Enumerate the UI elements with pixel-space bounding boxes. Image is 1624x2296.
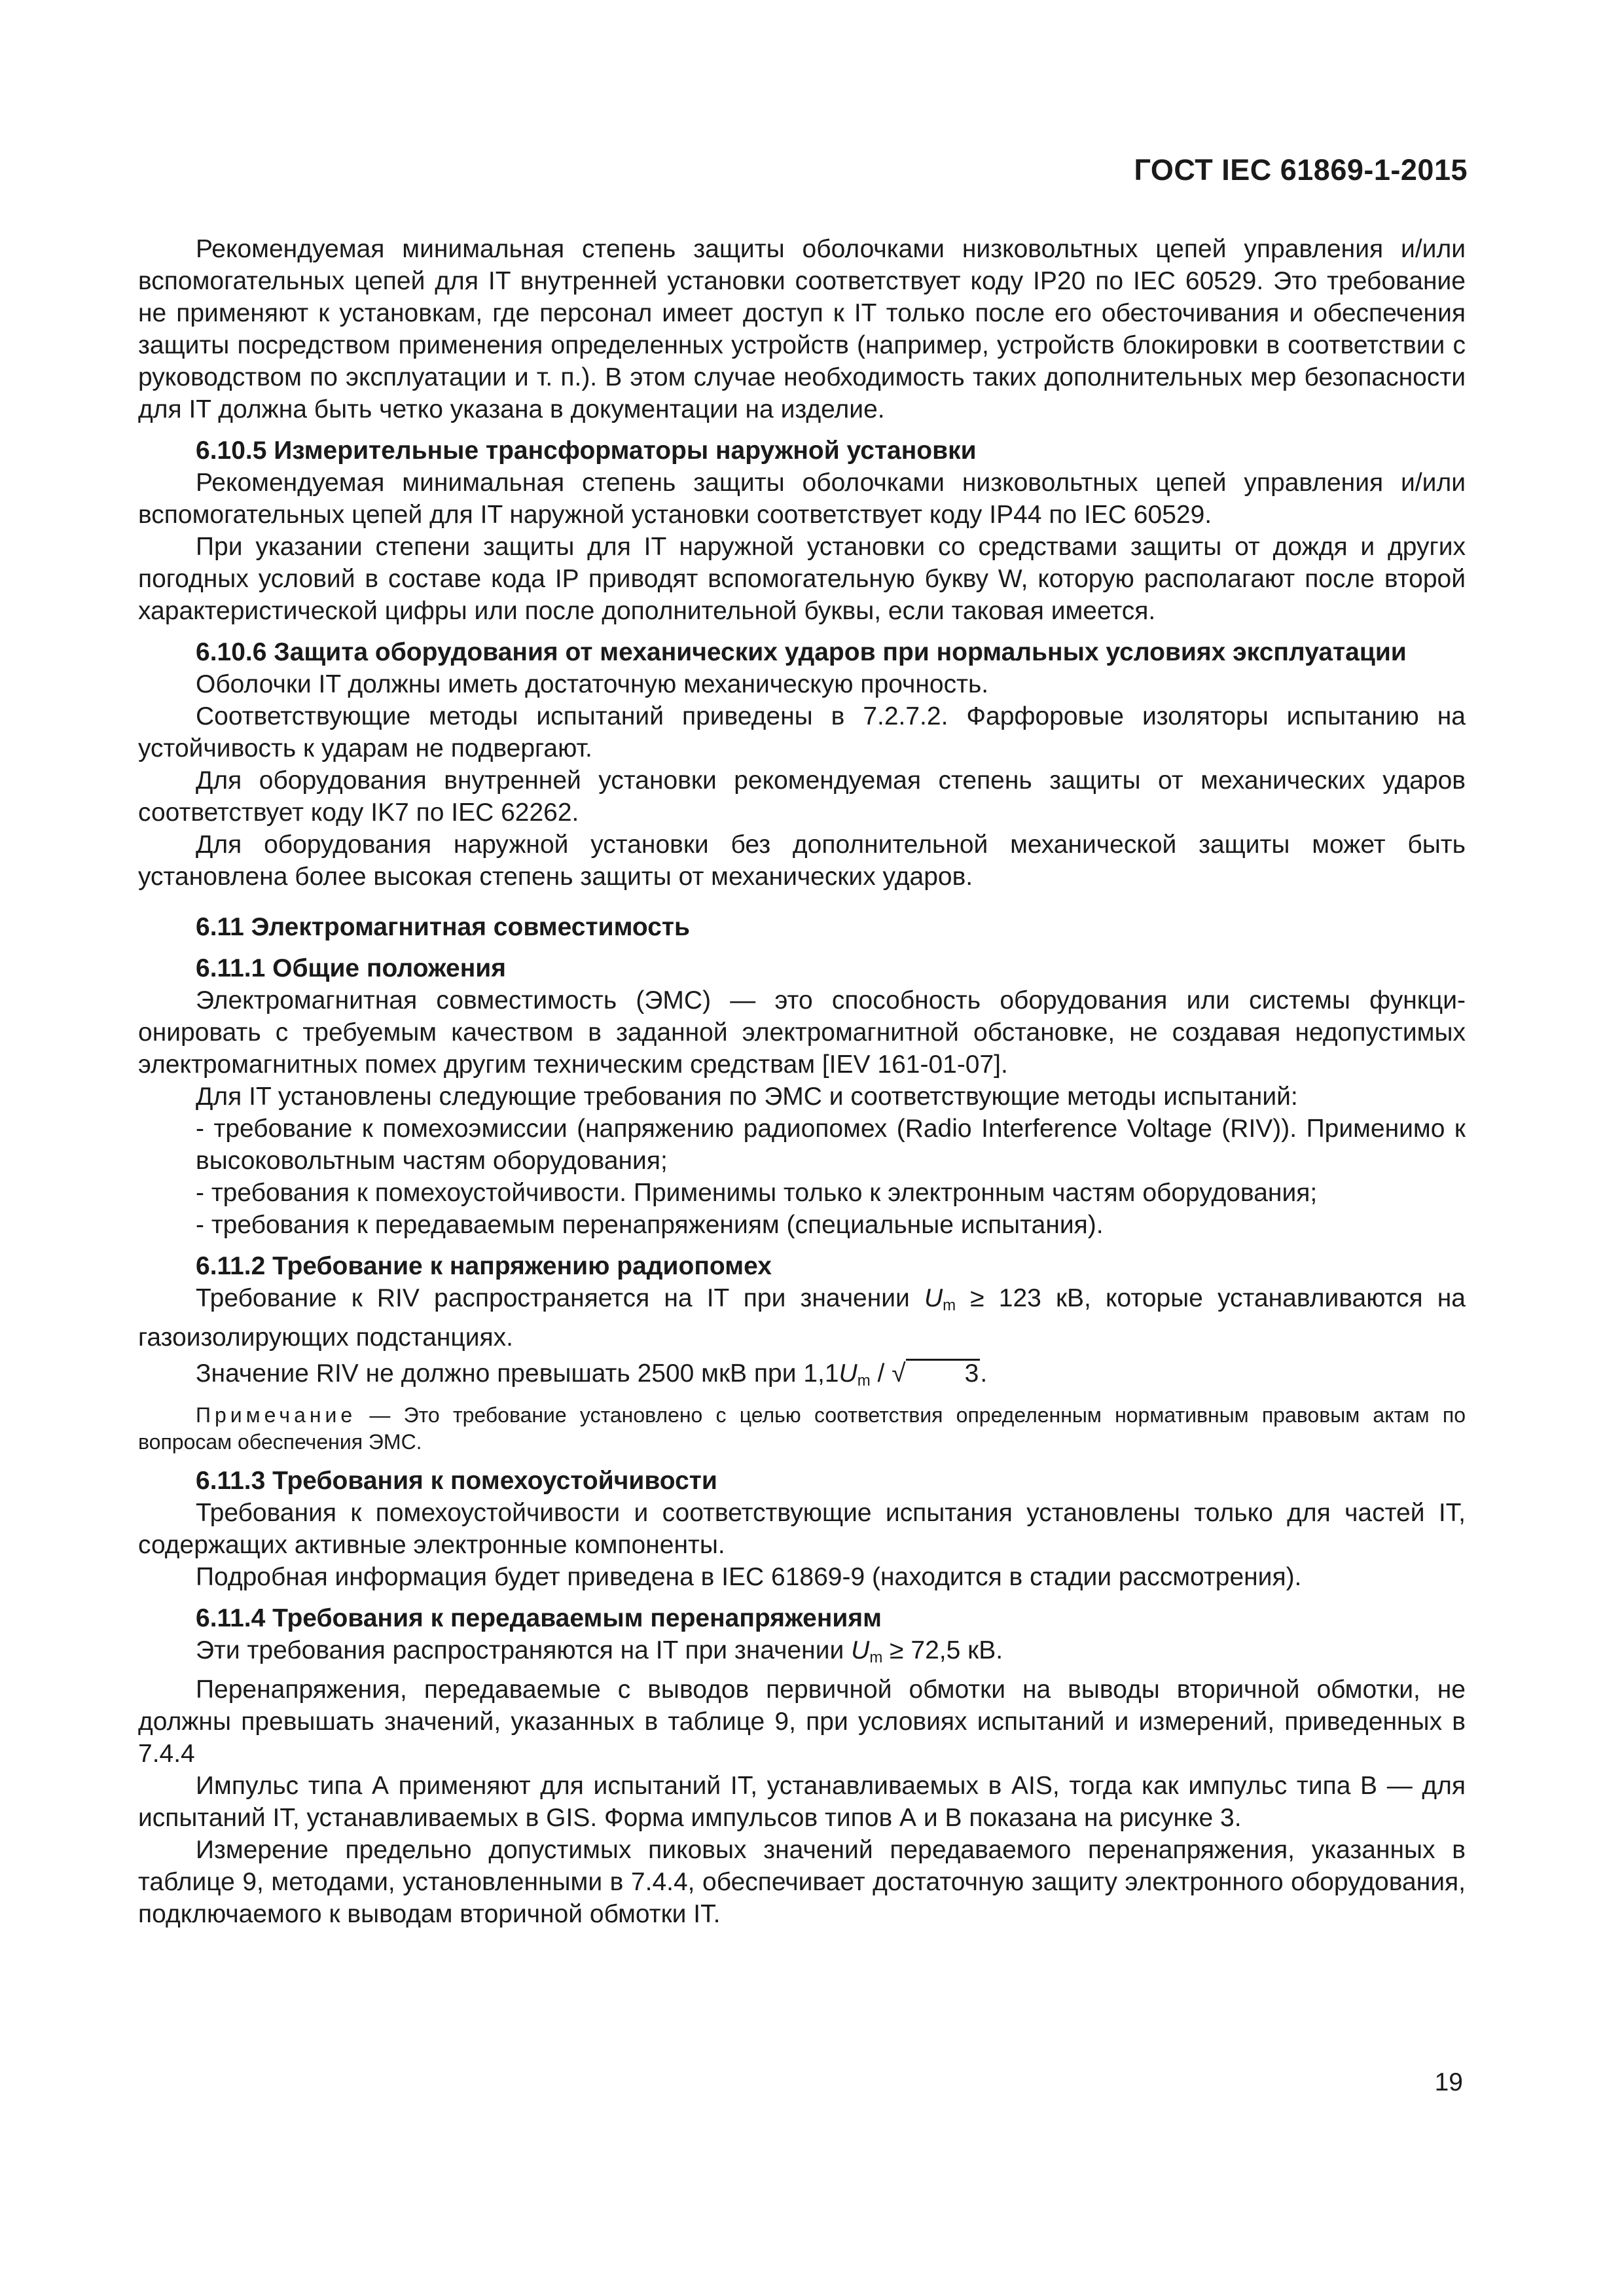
paragraph: Для оборудования наружной установки без дополнительной механической защиты может быть установлена более высокая степень защиты от механических ударов. [138, 831, 1466, 891]
paragraph: Перенапряжения, передаваемые с выводов первичной обмотки на выводы вторичной обмотки, не должны превышать значений, указанных в таблице 9, при условиях испытаний и измерений, приведенных в 7.4.4 [138, 1676, 1466, 1768]
note-label: Примечание [196, 1403, 357, 1427]
text-run: Эти требования распространяются на IT при значении [196, 1636, 852, 1664]
section-heading-6-11-3: 6.11.3 Требования к помехоустойчивости [196, 1467, 717, 1495]
paragraph: При указании степени защиты для IT наружной установки со средствами защиты от дождя и других погодных условий в составе кода IP приводят вспомогательную букву W, которую располагают после второй характеристической цифры или после дополнительной буквы, если таковая имеется. [138, 533, 1466, 625]
standard-designation: ГОСТ IEC 61869-1-2015 [1134, 153, 1468, 187]
paragraph: Рекомендуемая минимальная степень защиты оболочками низковольтных цепей управления и/или вспомогательных цепей для IT наружной установки соответствует коду IP44 по IEC 60529. [138, 469, 1466, 529]
square-root-value: 3 [906, 1359, 981, 1387]
paragraph: Для IT установлены следующие требования по ЭМС и соответствующие методы испытаний: [196, 1083, 1298, 1111]
list-item: - требования к передаваемым перенапряжениям (специальные испытания). [196, 1211, 1104, 1239]
paragraph: Рекомендуемая минимальная степень защиты оболочками низковольтных цепей управления и/или вспомогательных цепей для IT внутренней установки соответствует коду IP20 по IEC 60529. Это требование не применяют к установкам, где персонал имеет доступ к IT только после его обесточивания и обеспечения защиты посредством применения определенных устройств (например, устройств блокировки в соответствии с руководством по эксплуатации и т. п.). В этом случае необходимость таких дополнительных мер безопасности для IT должна быть четко указана в документации на изделие. [138, 235, 1466, 423]
paragraph: Требования к помехоустойчивости и соответствующие испытания установлены только для частей IT, содержащих активные электронные компоненты. [138, 1499, 1466, 1559]
square-root-sign: √ [892, 1359, 906, 1388]
section-heading-6-11-2: 6.11.2 Требование к напряжению радиопомех [196, 1252, 772, 1280]
text-run: / [870, 1359, 892, 1388]
text-run: ≥ 123 кВ, которые устанавливаются на газоизолирующих подстанциях. [138, 1284, 1466, 1352]
formula-paragraph [138, 1634, 1466, 1674]
variable-u: U [924, 1284, 943, 1312]
list-item: - требование к помехоэмиссии (напряжению радиопомех (Radio Interference Voltage (RIV)). Применимо к высоковольтным частям оборудования; [196, 1115, 1466, 1175]
subscript-m: m [857, 1372, 871, 1390]
variable-u: U [839, 1359, 857, 1388]
subscript-m: m [869, 1649, 883, 1666]
section-heading-6-10-5: 6.10.5 Измерительные трансформаторы наружной установки [196, 437, 977, 465]
paragraph: Импульс типа А применяют для испытаний IT, устанавливаемых в AIS, тогда как импульс типа В — для испытаний IT, устанавливаемых в GIS. Форма импульсов типов А и В показана на рисунке 3. [138, 1772, 1466, 1832]
riv-limit-paragraph [138, 1357, 1466, 1397]
variable-u: U [851, 1636, 870, 1664]
section-heading-6-11: 6.11 Электромагнитная совместимость [196, 913, 690, 941]
page-number: 19 [1434, 2068, 1463, 2096]
note [138, 1402, 1466, 1456]
text-run: . [980, 1359, 988, 1388]
text-run: Требование к RIV распространяется на IT при значении [196, 1284, 924, 1312]
body-text [138, 233, 1466, 1930]
subscript-m: m [943, 1297, 956, 1314]
text-run: Значение RIV не должно превышать 2500 мкВ при 1,1 [196, 1359, 839, 1388]
paragraph: Для оборудования внутренней установки рекомендуемая степень защиты от механических ударов соответствует коду IK7 по IEC 62262. [138, 766, 1466, 827]
paragraph: Электромагнитная совместимость (ЭМС) — это способность оборудования или системы функционировать с требуемым качеством в заданной электромагнитной обстановке, не создавая недопустимых электромагнитных помех другим техническим средствам [IEV 161-01-07]. [138, 986, 1466, 1079]
section-heading-6-11-4: 6.11.4 Требования к передаваемым перенапряжениям [196, 1604, 882, 1632]
paragraph: Соответствующие методы испытаний приведены в 7.2.7.2. Фарфоровые изоляторы испытанию на устойчивость к ударам не подвергают. [138, 702, 1466, 762]
section-heading-6-11-1: 6.11.1 Общие положения [196, 954, 507, 982]
list-item: - требования к помехоустойчивости. Применимы только к электронным частям оборудования; [196, 1179, 1318, 1207]
paragraph: Оболочки IT должны иметь достаточную механическую прочность. [196, 670, 989, 698]
paragraph: Измерение предельно допустимых пиковых значений передаваемого перенапряжения, указанных в таблице 9, методами, установленными в 7.4.4, обеспечивает достаточную защиту электронного оборудования, подключаемого к выводам вторичной обмотки IT. [138, 1836, 1466, 1928]
paragraph: Подробная информация будет приведена в IEC 61869-9 (находится в стадии рассмотрения). [196, 1563, 1302, 1591]
formula-paragraph [138, 1282, 1466, 1354]
text-run: ≥ 72,5 кВ. [882, 1636, 1003, 1664]
note-text: — Это требование установлено с целью соответствия определенным нормативным правовым актам по вопросам обеспечения ЭМС. [138, 1403, 1466, 1454]
section-heading-6-10-6: 6.10.6 Защита оборудования от механических ударов при нормальных условиях эксплуатации [196, 638, 1407, 666]
